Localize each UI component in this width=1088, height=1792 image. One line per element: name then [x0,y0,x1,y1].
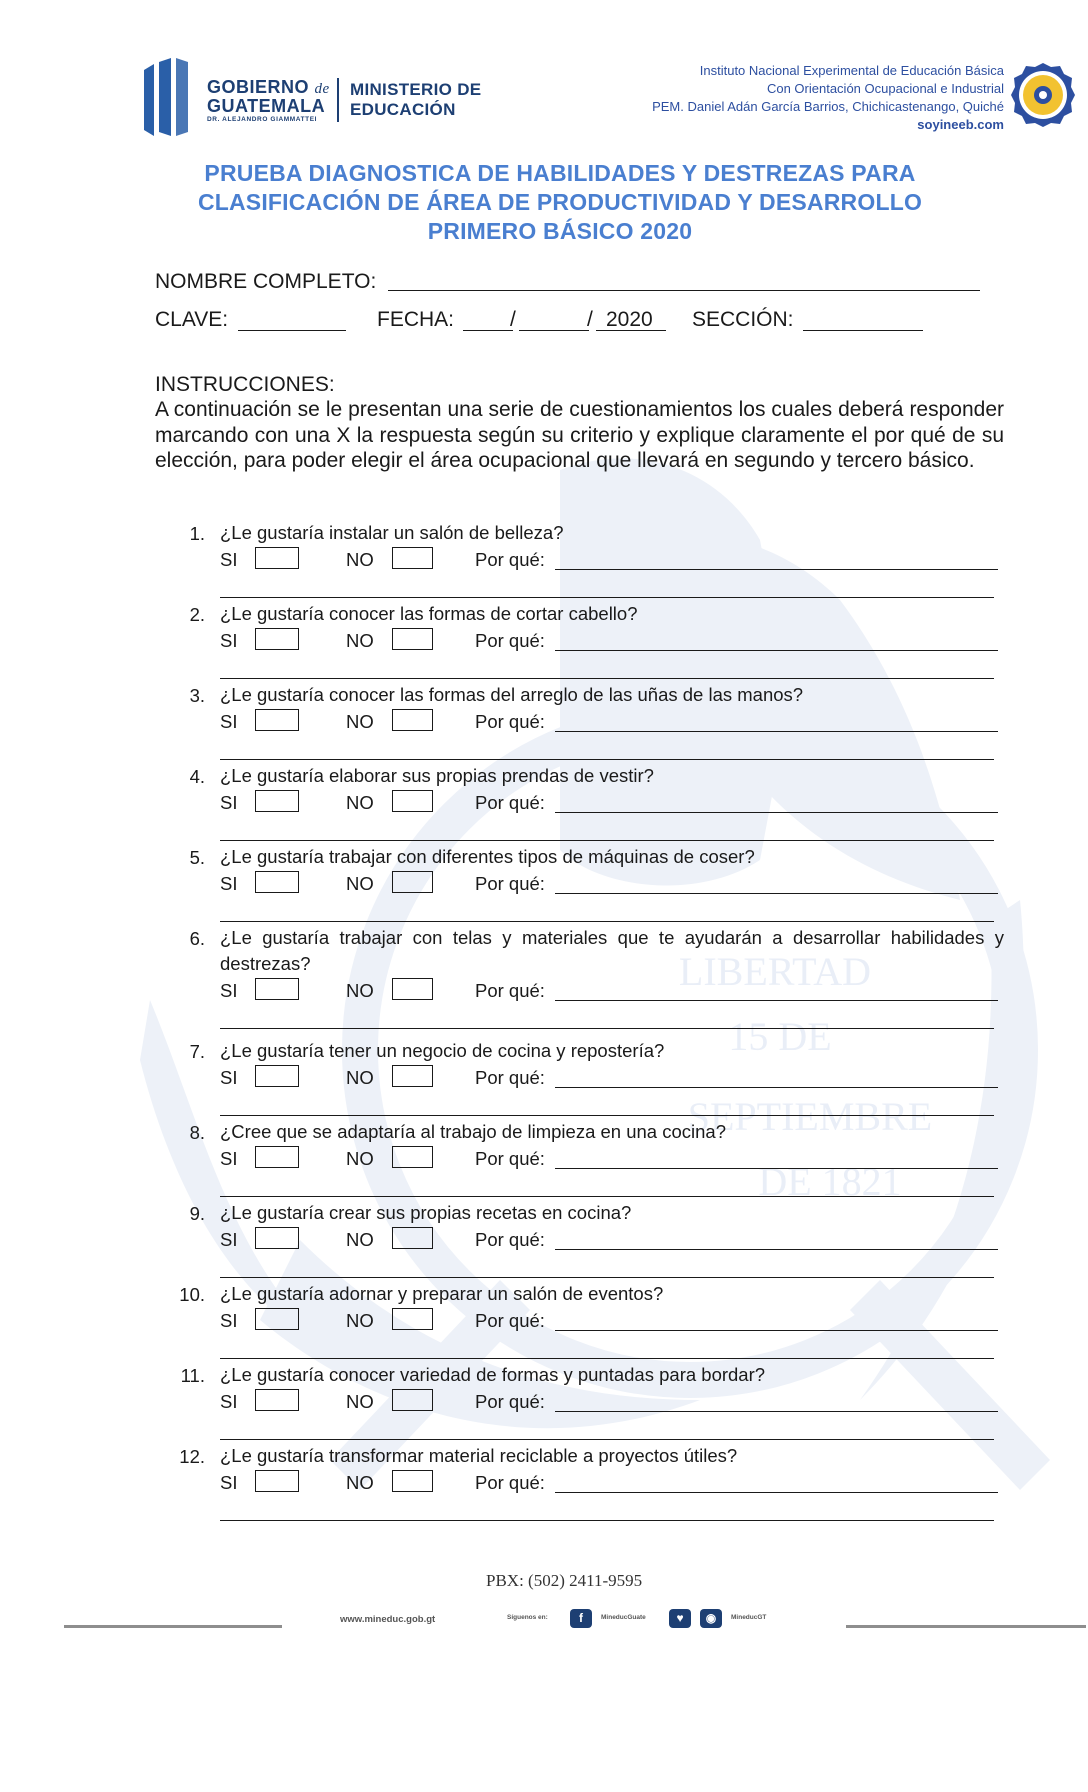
yes-checkbox[interactable] [255,1227,299,1249]
why-answer-line[interactable] [220,1439,994,1440]
nombre-label: NOMBRE COMPLETO: [155,270,377,293]
question-text: ¿Le gustaría trabajar con telas y materiales que te ayudarán a desarrollar habilidades y destrezas? [220,927,1004,974]
fecha-month-field[interactable] [519,330,589,331]
no-checkbox[interactable] [392,1065,433,1087]
yes-checkbox[interactable] [255,628,299,650]
facebook-icon[interactable]: f [570,1609,592,1628]
question-text: ¿Le gustaría adornar y preparar un salón de eventos? [220,1283,664,1304]
why-answer-line[interactable] [555,731,998,732]
watermark-text-line: 15 DE [728,1014,832,1059]
yes-label: SI [220,1391,238,1412]
yes-checkbox[interactable] [255,709,299,731]
no-checkbox[interactable] [392,978,433,1000]
seccion-label: SECCIÓN: [692,308,794,331]
clave-label: CLAVE: [155,308,229,331]
yes-checkbox[interactable] [255,1146,299,1168]
yes-checkbox[interactable] [255,871,299,893]
logo-divider [337,78,339,122]
why-label: Por qué: [475,1391,545,1412]
facebook-handle: MineducGuate [601,1614,646,1621]
nombre-field[interactable] [388,290,980,291]
fecha-separator: / [587,308,593,331]
yes-label: SI [220,1310,238,1331]
question-text: ¿Cree que se adaptaría al trabajo de limpieza en una cocina? [220,1121,726,1142]
question-text: ¿Le gustaría trabajar con diferentes tipos de máquinas de coser? [220,846,755,867]
institute-name: Instituto Nacional Experimental de Educación Básica [699,63,1004,78]
yes-label: SI [220,1229,238,1250]
question-number: 9. [189,1203,205,1224]
document-title: PRUEBA DIAGNOSTICA DE HABILIDADES Y DESTREZAS PARA [204,160,916,186]
why-answer-line[interactable] [555,1087,998,1088]
question-number: 4. [189,766,205,787]
footer-follow-label: Síguenos en: [507,1614,548,1621]
government-logo-icon [144,58,188,136]
government-logo-text: GUATEMALA [207,96,326,116]
why-answer-line[interactable] [555,1168,998,1169]
why-label: Por qué: [475,792,545,813]
twitter-icon[interactable]: ♥ [669,1609,691,1628]
why-answer-line[interactable] [220,759,994,760]
question-number: 8. [189,1122,205,1143]
yes-label: SI [220,1472,238,1493]
question-number: 1. [189,523,205,544]
why-answer-line[interactable] [220,1520,994,1521]
question-text: ¿Le gustaría transformar material reciclable a proyectos útiles? [220,1445,738,1466]
why-label: Por qué: [475,630,545,651]
yes-label: SI [220,549,238,570]
yes-checkbox[interactable] [255,547,299,569]
question-number: 3. [189,685,205,706]
instructions-heading: INSTRUCCIONES: [155,373,335,396]
footer-divider [64,1625,282,1628]
no-checkbox[interactable] [392,1308,433,1330]
question-text: ¿Le gustaría crear sus propias recetas en cocina? [220,1202,632,1223]
question-number: 6. [189,928,205,949]
watermark-text-line: SEPTIEMBRE [687,1094,933,1139]
yes-checkbox[interactable] [255,1470,299,1492]
no-checkbox[interactable] [392,709,433,731]
no-label: NO [346,873,374,894]
footer-website[interactable]: www.mineduc.gob.gt [340,1614,436,1625]
yes-label: SI [220,792,238,813]
why-answer-line[interactable] [555,1000,998,1001]
why-label: Por qué: [475,873,545,894]
why-answer-line[interactable] [555,812,998,813]
yes-label: SI [220,873,238,894]
question-text: ¿Le gustaría instalar un salón de belleza? [220,522,564,543]
no-label: NO [346,1067,374,1088]
why-answer-line[interactable] [555,1249,998,1250]
why-answer-line[interactable] [220,597,994,598]
question-number: 2. [189,604,205,625]
why-answer-line[interactable] [555,569,998,570]
question-text: ¿Le gustaría conocer las formas del arreglo de las uñas de las manos? [220,684,804,705]
yes-checkbox[interactable] [255,1065,299,1087]
yes-label: SI [220,980,238,1001]
question-text: ¿Le gustaría elaborar sus propias prendas de vestir? [220,765,654,786]
question-text: ¿Le gustaría conocer variedad de formas y puntadas para bordar? [220,1364,766,1385]
fecha-label: FECHA: [377,308,455,331]
why-label: Por qué: [475,711,545,732]
why-label: Por qué: [475,1310,545,1331]
question-text: ¿Le gustaría conocer las formas de cortar cabello? [220,603,638,624]
document-title: PRIMERO BÁSICO 2020 [427,218,693,244]
yes-label: SI [220,1067,238,1088]
no-checkbox[interactable] [392,790,433,812]
yes-checkbox[interactable] [255,978,299,1000]
instagram-icon[interactable]: ◉ [700,1609,722,1628]
no-label: NO [346,1472,374,1493]
why-answer-line[interactable] [220,678,994,679]
question-number: 10. [179,1284,205,1305]
why-label: Por qué: [475,1472,545,1493]
no-checkbox[interactable] [392,871,433,893]
no-label: NO [346,711,374,732]
watermark-text-line: LIBERTAD [678,949,872,994]
why-answer-line[interactable] [555,650,998,651]
no-label: NO [346,792,374,813]
no-label: NO [346,1391,374,1412]
government-president-text: DR. ALEJANDRO GIAMMATTEI [207,116,318,123]
why-answer-line[interactable] [555,893,998,894]
why-answer-line[interactable] [555,1330,998,1331]
why-label: Por qué: [475,1148,545,1169]
why-answer-line[interactable] [220,1115,994,1116]
fecha-day-field[interactable] [463,330,513,331]
why-label: Por qué: [475,1067,545,1088]
why-answer-line[interactable] [555,1492,998,1493]
question-number: 11. [180,1365,205,1386]
question-text: ¿Le gustaría tener un negocio de cocina y repostería? [220,1040,665,1061]
why-answer-line[interactable] [220,1196,994,1197]
no-checkbox[interactable] [392,1227,433,1249]
no-label: NO [346,1229,374,1250]
yes-label: SI [220,711,238,732]
no-label: NO [346,630,374,651]
seccion-field[interactable] [803,330,923,331]
why-answer-line[interactable] [220,840,994,841]
ministry-logo-text: MINISTERIO DE [350,80,482,99]
no-label: NO [346,1310,374,1331]
why-label: Por qué: [475,549,545,570]
question-number: 7. [189,1041,205,1062]
no-checkbox[interactable] [392,628,433,650]
yes-label: SI [220,1148,238,1169]
fecha-year-value: 2020 [606,308,653,331]
ministry-logo-text: EDUCACIÓN [350,100,456,119]
yes-checkbox[interactable] [255,1389,299,1411]
institute-seal-icon [1010,62,1076,128]
institute-website: soyineeb.com [917,117,1004,132]
institute-location: PEM. Daniel Adán García Barrios, Chichicastenango, Quiché [652,99,1004,114]
why-answer-line[interactable] [555,1411,998,1412]
clave-field[interactable] [238,330,346,331]
no-label: NO [346,549,374,570]
footer-phone: PBX: (502) 2411-9595 [486,1571,643,1590]
no-label: NO [346,980,374,1001]
why-label: Por qué: [475,980,545,1001]
no-checkbox[interactable] [392,1470,433,1492]
question-number: 12. [179,1446,205,1467]
question-number: 5. [189,847,205,868]
no-label: NO [346,1148,374,1169]
yes-checkbox[interactable] [255,1308,299,1330]
government-logo-text: GOBIERNO de [207,77,330,97]
twitter-instagram-handle: MineducGT [731,1614,767,1621]
institute-orientation: Con Orientación Ocupacional e Industrial [766,81,1004,96]
why-answer-line[interactable] [220,1277,994,1278]
yes-label: SI [220,630,238,651]
instructions-body: A continuación se le presentan una serie de cuestionamientos los cuales deberá responder marcando con una X la respuesta según su criterio y explique claramente el por qué de su elección, para poder elegir el área ocupacional que llevará en segundo y tercero básico. [155,398,1004,472]
why-answer-line[interactable] [220,1028,994,1029]
document-title: CLASIFICACIÓN DE ÁREA DE PRODUCTIVIDAD Y DESARROLLO [197,189,923,215]
footer-divider [846,1625,1086,1628]
no-checkbox[interactable] [392,1146,433,1168]
why-answer-line[interactable] [220,921,994,922]
yes-checkbox[interactable] [255,790,299,812]
why-label: Por qué: [475,1229,545,1250]
why-answer-line[interactable] [220,1358,994,1359]
watermark-text-line: DE 1821 [758,1159,902,1204]
fecha-separator: / [510,308,516,331]
no-checkbox[interactable] [392,1389,433,1411]
no-checkbox[interactable] [392,547,433,569]
